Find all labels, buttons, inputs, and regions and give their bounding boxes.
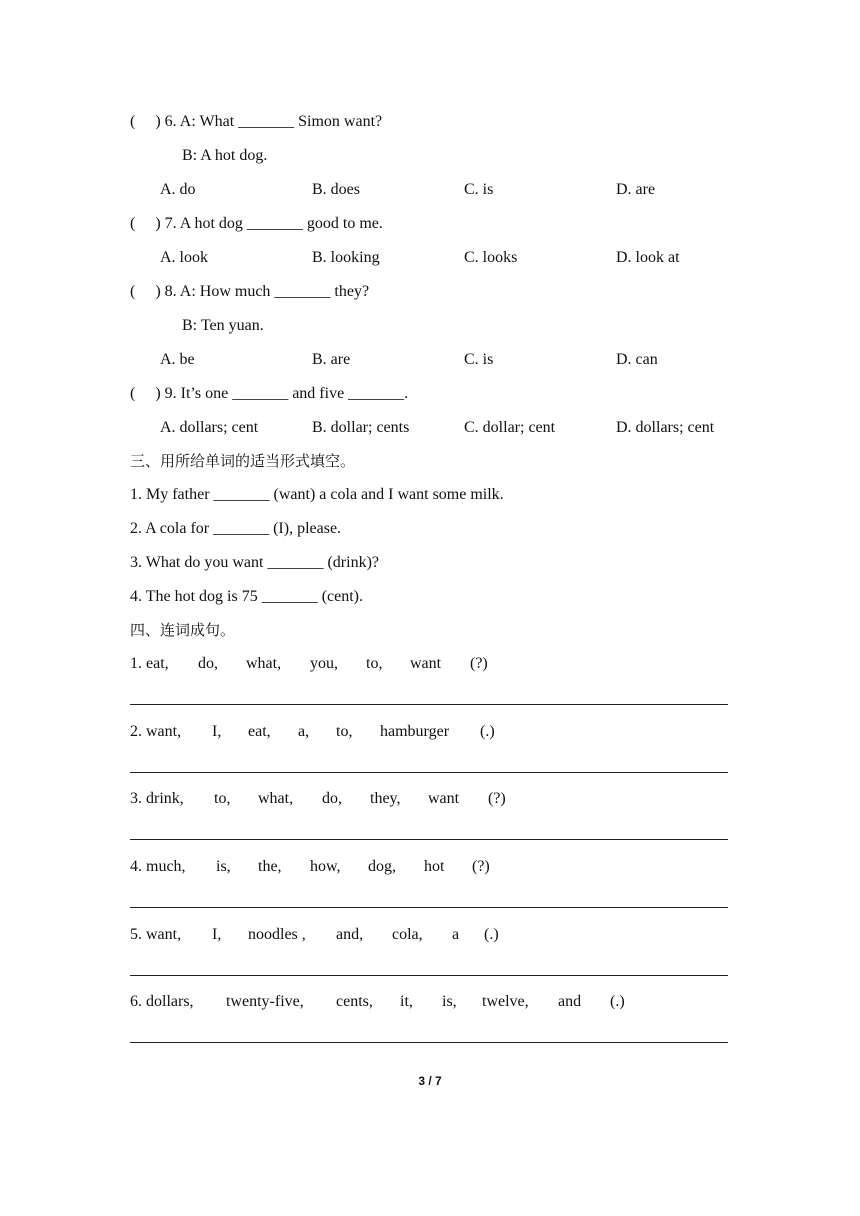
word: 1. eat, <box>130 655 169 672</box>
word: and <box>558 993 582 1010</box>
word: (.) <box>484 926 499 943</box>
word: (.) <box>480 723 495 740</box>
question-8-stem: ( ) 8. A: How much _______ they? <box>130 283 370 300</box>
word-order-item-1 <box>130 654 730 674</box>
answer-line-2 <box>130 772 728 773</box>
question-6-stem: ( ) 6. A: What _______ Simon want? <box>130 113 383 130</box>
word: (?) <box>488 790 506 807</box>
word: to, <box>336 723 353 740</box>
word: is, <box>442 993 457 1010</box>
question-7-option-b: B. looking <box>312 249 380 266</box>
word: is, <box>216 858 231 875</box>
fill-item-4: 4. The hot dog is 75 _______ (cent). <box>130 588 364 605</box>
word: to, <box>366 655 383 672</box>
word: cents, <box>336 993 373 1010</box>
answer-line-4 <box>130 907 728 908</box>
word: twenty-five, <box>226 993 304 1010</box>
question-9-option-b: B. dollar; cents <box>312 419 410 436</box>
word-order-item-2 <box>130 722 730 742</box>
word: cola, <box>392 926 423 943</box>
word: (?) <box>470 655 488 672</box>
question-8-option-c: C. is <box>464 351 494 368</box>
word: the, <box>258 858 282 875</box>
question-6-option-d: D. are <box>616 181 656 198</box>
fill-item-1: 1. My father _______ (want) a cola and I want some milk. <box>130 486 504 503</box>
word: 6. dollars, <box>130 993 194 1010</box>
word-order-item-4 <box>130 857 730 877</box>
word: it, <box>400 993 413 1010</box>
word: eat, <box>248 723 271 740</box>
word: you, <box>310 655 338 672</box>
word: (?) <box>472 858 490 875</box>
section-3-heading: 三、用所给单词的适当形式填空。 <box>130 452 356 470</box>
fill-item-3: 3. What do you want _______ (drink)? <box>130 554 379 571</box>
question-9-option-a: A. dollars; cent <box>160 419 259 436</box>
section-4-heading: 四、连词成句。 <box>130 621 236 639</box>
word: noodles , <box>248 926 306 943</box>
word: do, <box>322 790 342 807</box>
word: how, <box>310 858 341 875</box>
word: twelve, <box>482 993 529 1010</box>
word: 2. want, <box>130 723 182 740</box>
word: to, <box>214 790 231 807</box>
question-9-stem: ( ) 9. It’s one _______ and five _______. <box>130 385 409 402</box>
word: a <box>452 926 460 943</box>
question-8-option-a: A. be <box>160 351 195 368</box>
question-8-option-d: D. can <box>616 351 658 368</box>
word: hot <box>424 858 445 875</box>
word: (.) <box>610 993 625 1010</box>
word-order-item-5 <box>130 925 730 945</box>
fill-item-2: 2. A cola for _______ (I), please. <box>130 520 342 537</box>
word: a, <box>298 723 310 740</box>
question-7-option-d: D. look at <box>616 249 680 266</box>
question-6-option-b: B. does <box>312 181 360 198</box>
word: dog, <box>368 858 396 875</box>
question-9-option-c: C. dollar; cent <box>464 419 556 436</box>
word: do, <box>198 655 218 672</box>
question-6-option-a: A. do <box>160 181 196 198</box>
word: I, <box>212 926 222 943</box>
answer-line-6 <box>130 1042 728 1043</box>
answer-line-5 <box>130 975 728 976</box>
question-7-option-c: C. looks <box>464 249 518 266</box>
word: 4. much, <box>130 858 186 875</box>
question-7-option-a: A. look <box>160 249 208 266</box>
word: want <box>428 790 460 807</box>
word: want <box>410 655 442 672</box>
answer-line-1 <box>130 704 728 705</box>
question-9-option-d: D. dollars; cent <box>616 419 715 436</box>
word: hamburger <box>380 723 450 740</box>
word: what, <box>258 790 294 807</box>
word: 3. drink, <box>130 790 184 807</box>
word: 5. want, <box>130 926 182 943</box>
question-6-reply: B: A hot dog. <box>182 147 268 164</box>
word: I, <box>212 723 222 740</box>
word-order-item-3 <box>130 789 730 809</box>
word: what, <box>246 655 282 672</box>
question-8-reply: B: Ten yuan. <box>182 317 264 334</box>
page-number: 3 / 7 <box>418 1074 442 1088</box>
answer-line-3 <box>130 839 728 840</box>
question-6-option-c: C. is <box>464 181 494 198</box>
question-8-option-b: B. are <box>312 351 351 368</box>
question-7-stem: ( ) 7. A hot dog _______ good to me. <box>130 215 383 232</box>
word-order-item-6 <box>130 992 730 1012</box>
word: and, <box>336 926 364 943</box>
word: they, <box>370 790 401 807</box>
